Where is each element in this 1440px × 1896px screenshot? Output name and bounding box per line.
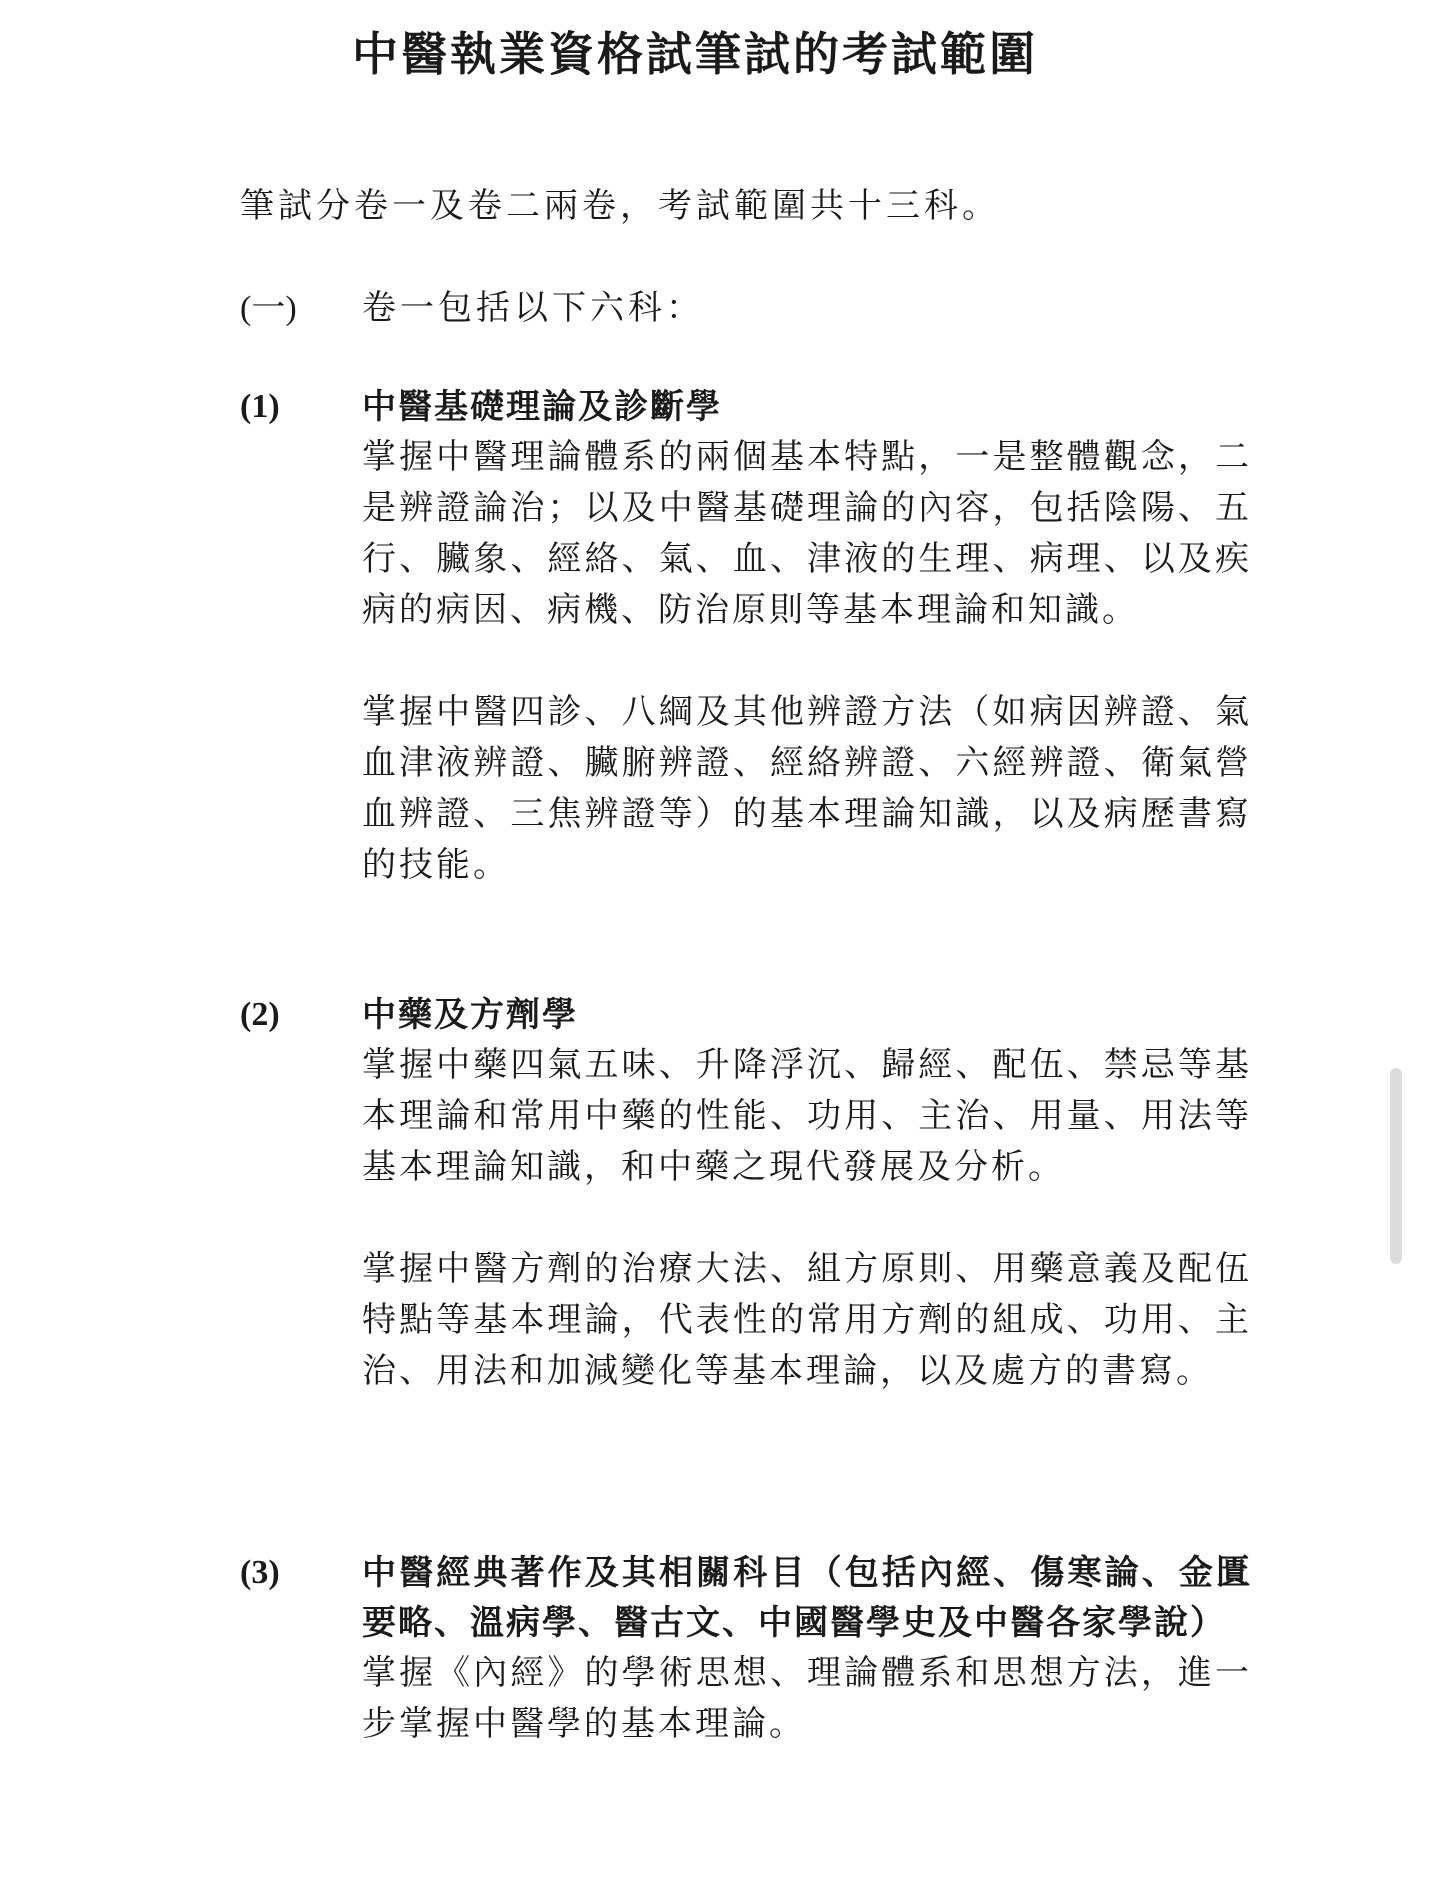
intro-paragraph: 筆試分卷一及卷二兩卷，考試範圍共十三科。 (240, 186, 1000, 226)
subject-paragraph: 掌握中醫四診、八綱及其他辨證方法（如病因辨證、氣血津液辨證、臟腑辨證、經絡辨證、六經辨證、衛氣營血辨證、三焦辨證等）的基本理論知識，以及病歷書寫的技能。 (362, 692, 1252, 885)
scrollbar-thumb[interactable] (1390, 1068, 1402, 1264)
subject-paragraph: 掌握中藥四氣五味、升降浮沉、歸經、配伍、禁忌等基本理論和常用中藥的性能、功用、主治、用量、用法等基本理論知識，和中藥之現代發展及分析。 (362, 1045, 1252, 1187)
paper-one-heading (240, 280, 704, 329)
subject-body (362, 382, 1252, 891)
subject-name: 中醫基礎理論及診斷學 (362, 387, 722, 427)
paper-text: 卷一包括以下六科： (362, 288, 704, 328)
paper-marker: (一) (240, 290, 297, 327)
subject-paragraph: 掌握中醫方劑的治療大法、組方原則、用藥意義及配伍特點等基本理論，代表性的常用方劑的組成、功用、主治、用法和加減變化等基本理論，以及處方的書寫。 (362, 1249, 1252, 1391)
subject-paragraph: 掌握中醫理論體系的兩個基本特點，一是整體觀念，二是辨證論治；以及中醫基礎理論的內容，包括陰陽、五行、臟象、經絡、氣、血、津液的生理、病理、以及疾病的病因、病機、防治原則等基本理論和知識。 (362, 437, 1252, 630)
subject-body (362, 990, 1252, 1397)
subject-name: 中藥及方劑學 (362, 995, 578, 1035)
subject-number: (2) (240, 996, 280, 1033)
page-title: 中醫執業資格試筆試的考試範圍 (352, 27, 1038, 81)
subject-number: (1) (240, 388, 280, 425)
subject-paragraph: 掌握《內經》的學術思想、理論體系和思想方法，進一步掌握中醫學的基本理論。 (362, 1653, 1252, 1744)
subject-body (362, 1548, 1252, 1750)
subject-name: 中醫經典著作及其相關科目（包括內經、傷寒論、金匱要略、溫病學、醫古文、中國醫學史及中醫各家學說） (362, 1553, 1252, 1643)
subject-number: (3) (240, 1554, 280, 1591)
